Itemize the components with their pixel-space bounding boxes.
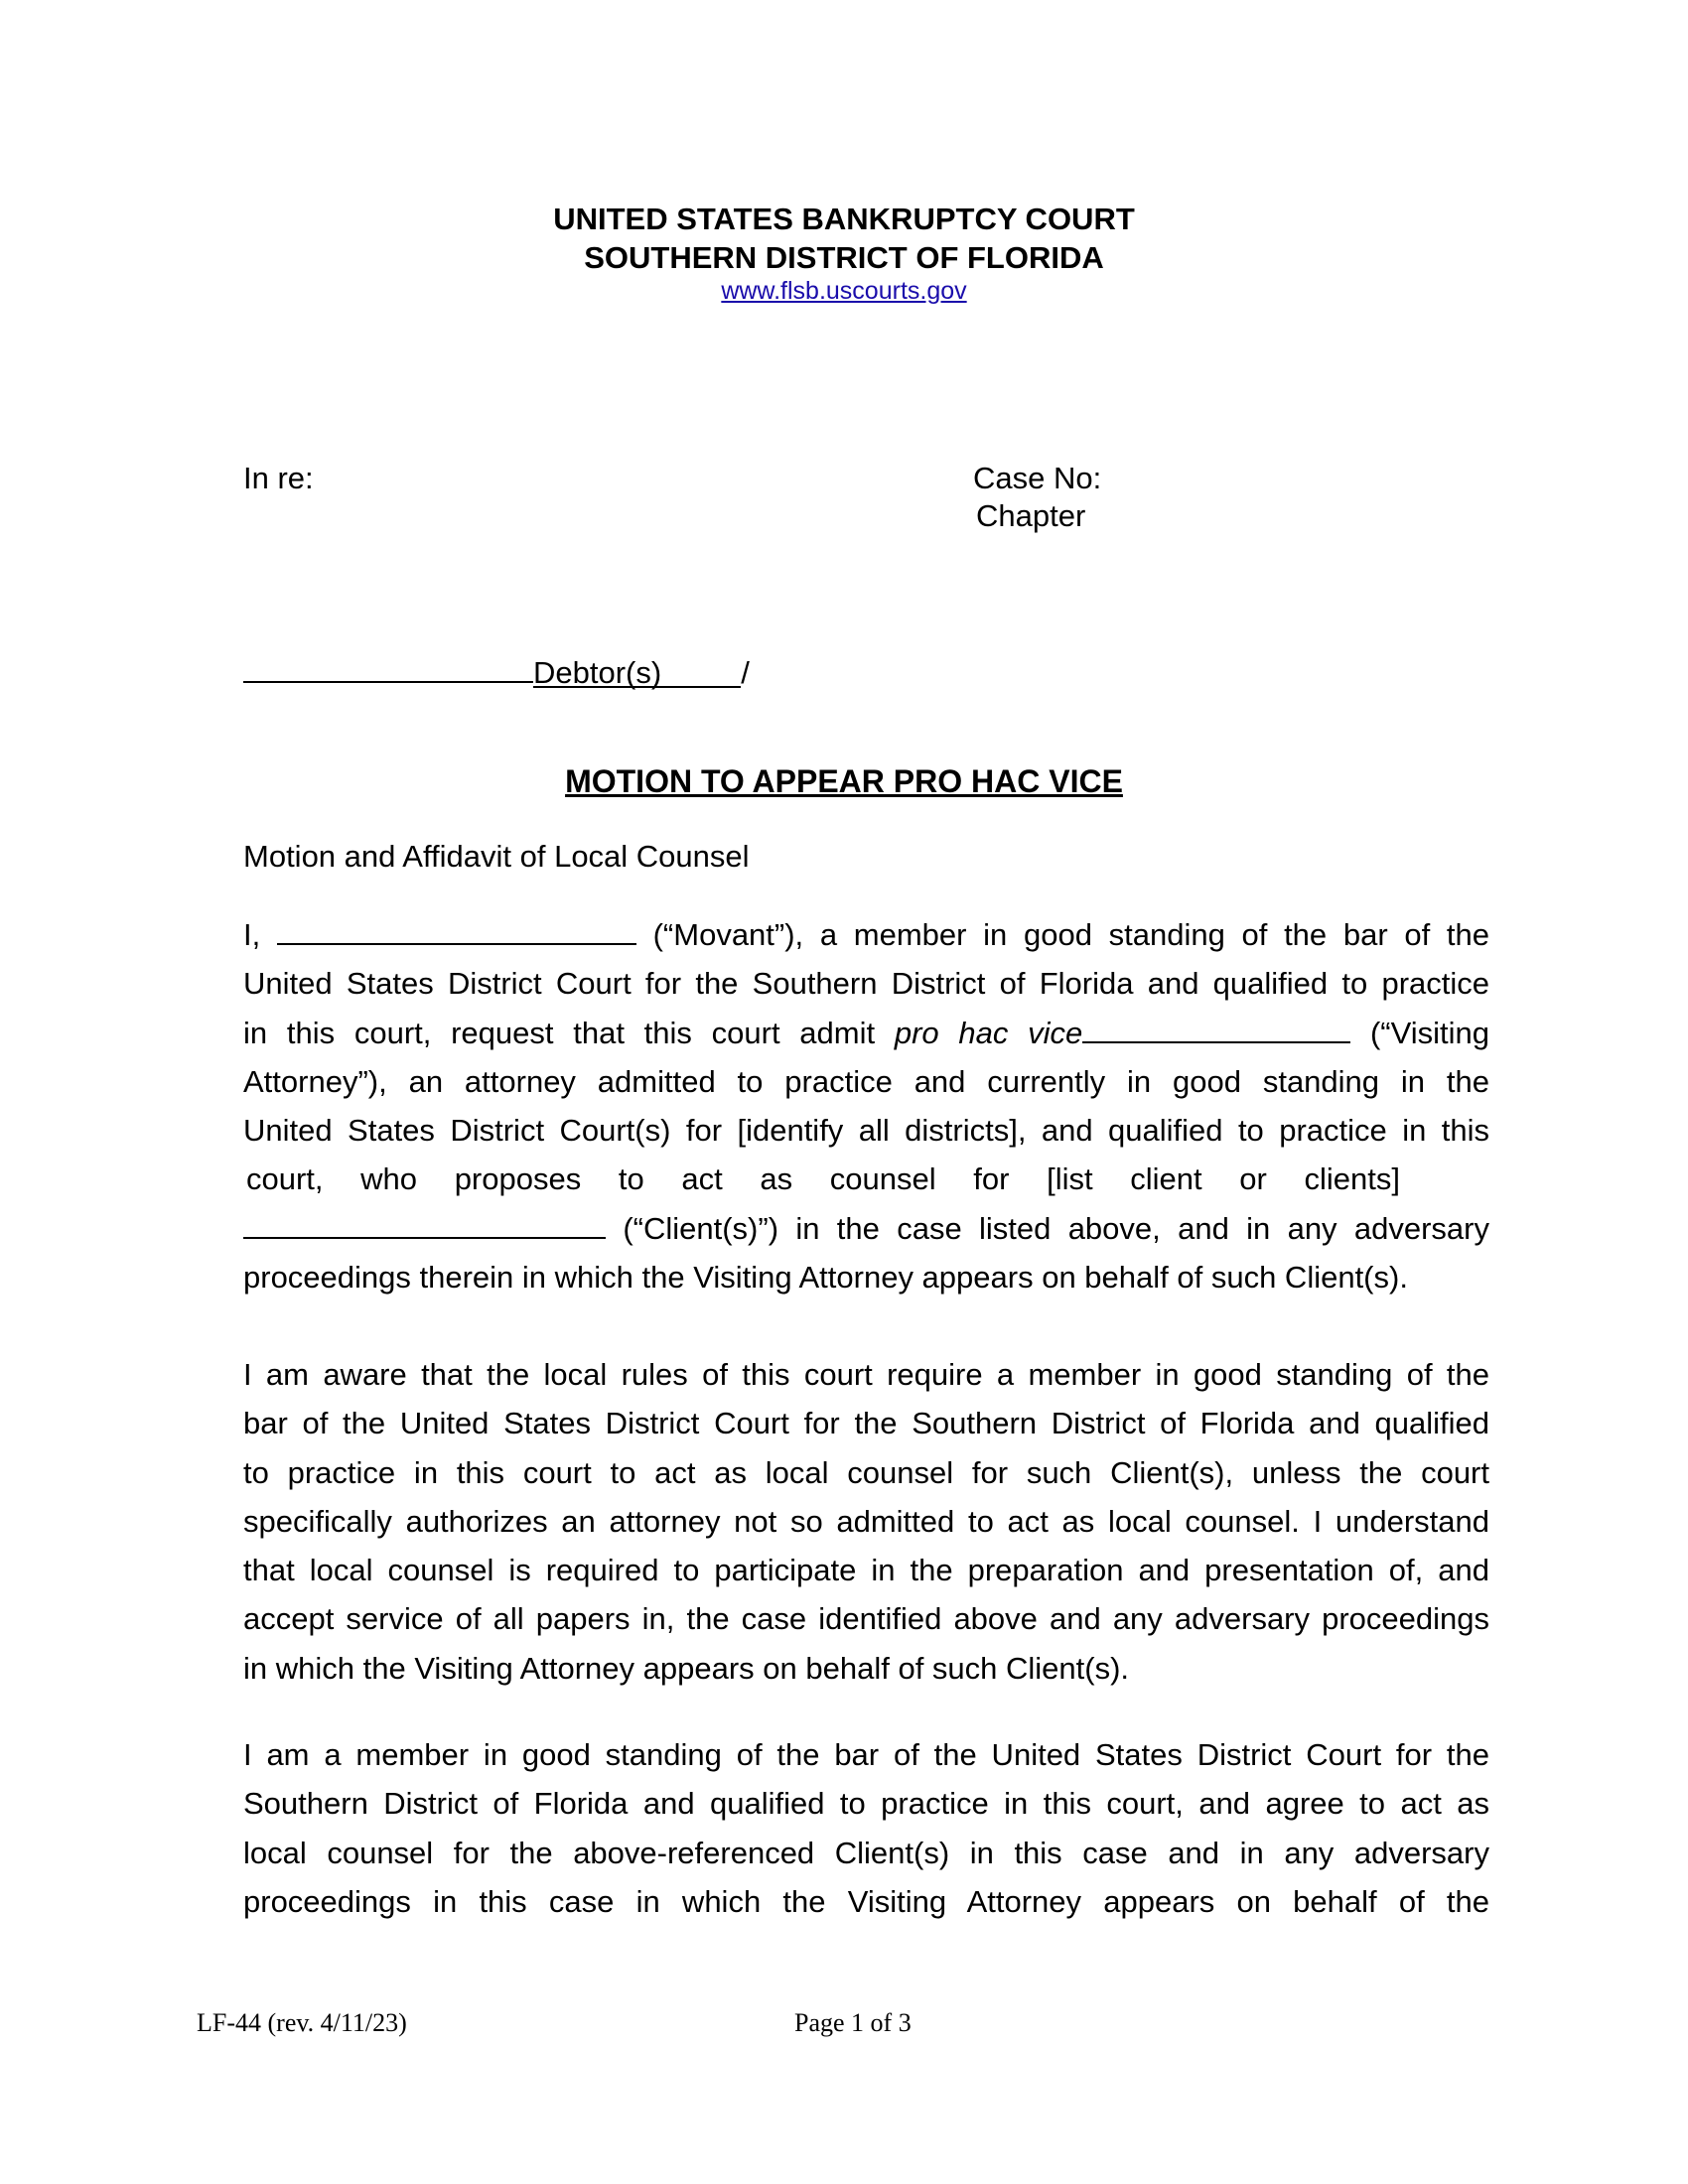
para2-line: in which the Visiting Attorney appears on behalf of such Client(s). (243, 1650, 1130, 1686)
para1-word: for (973, 1161, 1010, 1197)
debtor-label: Debtor(s) (533, 655, 662, 690)
para1-word: court, (246, 1161, 324, 1197)
paragraph-movant-request (243, 910, 1489, 1301)
motion-title: MOTION TO APPEAR PRO HAC VICE (565, 763, 1123, 799)
page-number: Page 1 of 3 (794, 2008, 912, 2037)
movant-text: (“Movant”), a member in good standing of the bar of the (652, 917, 1489, 952)
para1-word: to (618, 1161, 644, 1197)
para1-word: who (360, 1161, 418, 1197)
form-identifier: LF-44 (rev. 4/11/23) (197, 2008, 407, 2037)
client-name-blank[interactable] (243, 1205, 606, 1239)
paragraph-local-rules (243, 1350, 1489, 1693)
motion-subheading: Motion and Affidavit of Local Counsel (243, 839, 750, 874)
para1-word: counsel (829, 1161, 936, 1197)
chapter-label: Chapter (976, 498, 1086, 533)
debtor-name-blank[interactable] (243, 649, 533, 683)
para3-line: Southern District of Florida and qualified to practice in this court, and agree to act as (243, 1786, 1489, 1822)
para3-line: proceedings in this case in which the Visiting Attorney appears on behalf of the (243, 1883, 1489, 1919)
para1-line (243, 910, 1489, 959)
para3-line: I am a member in good standing of the bar of the United States District Court for the (243, 1737, 1489, 1772)
debtor-label-underlined (533, 654, 741, 688)
para1-word: [list (1047, 1161, 1093, 1197)
court-name: UNITED STATES BANKRUPTCY COURT (553, 202, 1135, 236)
movant-name-blank[interactable] (277, 911, 636, 945)
court-website-link[interactable] (0, 276, 1688, 306)
caption-slash: / (741, 655, 750, 690)
court-website-link-text[interactable]: www.flsb.uscourts.gov (721, 277, 967, 305)
in-re-label: In re: (243, 461, 314, 495)
para2-line: I am aware that the local rules of this court require a member in good standing of the (243, 1357, 1489, 1392)
para2-line: bar of the United States District Court for the Southern District of Florida and qualified (243, 1406, 1489, 1441)
paragraph-local-counsel-agreement (243, 1730, 1489, 1926)
para3-line: local counsel for the above-referenced Client(s) in this case and in any adversary (243, 1835, 1489, 1870)
pro-hac-vice-term: pro hac vice (894, 1015, 1083, 1050)
visiting-text: (“Visiting (1369, 1015, 1489, 1050)
para1-word: act (681, 1161, 723, 1197)
para2-line: accept service of all papers in, the case identified above and any adversary proceedings (243, 1601, 1489, 1637)
para1-word: or (1239, 1161, 1267, 1197)
para1-word: client (1130, 1161, 1202, 1197)
admit-text: in this court, request that this court admit (243, 1015, 876, 1050)
para1-line: Attorney”), an attorney admitted to practice and currently in good standing in the (243, 1063, 1489, 1099)
para2-line: to practice in this court to act as local counsel for such Client(s), unless the court (243, 1454, 1489, 1490)
district-name: SOUTHERN DISTRICT OF FLORIDA (584, 240, 1104, 275)
movant-prefix: I, (243, 917, 261, 952)
para1-word: proposes (454, 1161, 582, 1197)
client-text: (“Client(s)”) in the case listed above, and in any adversary (623, 1210, 1489, 1246)
para1-line (243, 1155, 1400, 1203)
para2-line: that local counsel is required to participate in the preparation and presentation of, and (243, 1553, 1489, 1588)
debtor-line (243, 649, 750, 692)
para1-line (243, 1204, 1489, 1253)
visiting-attorney-blank[interactable] (1082, 1010, 1350, 1043)
para1-word: as (760, 1161, 793, 1197)
para1-word: clients] (1304, 1161, 1400, 1197)
para2-line: specifically authorizes an attorney not so admitted to act as local counsel. I understand (243, 1503, 1489, 1539)
case-number-label: Case No: (973, 461, 1102, 495)
para1-line: United States District Court(s) for [identify all districts], and qualified to practice in this (243, 1113, 1489, 1149)
para1-line: United States District Court for the Southern District of Florida and qualified to practice (243, 966, 1489, 1002)
para1-line: proceedings therein in which the Visiting Attorney appears on behalf of such Client(s). (243, 1260, 1408, 1296)
para1-line (243, 1009, 1489, 1057)
